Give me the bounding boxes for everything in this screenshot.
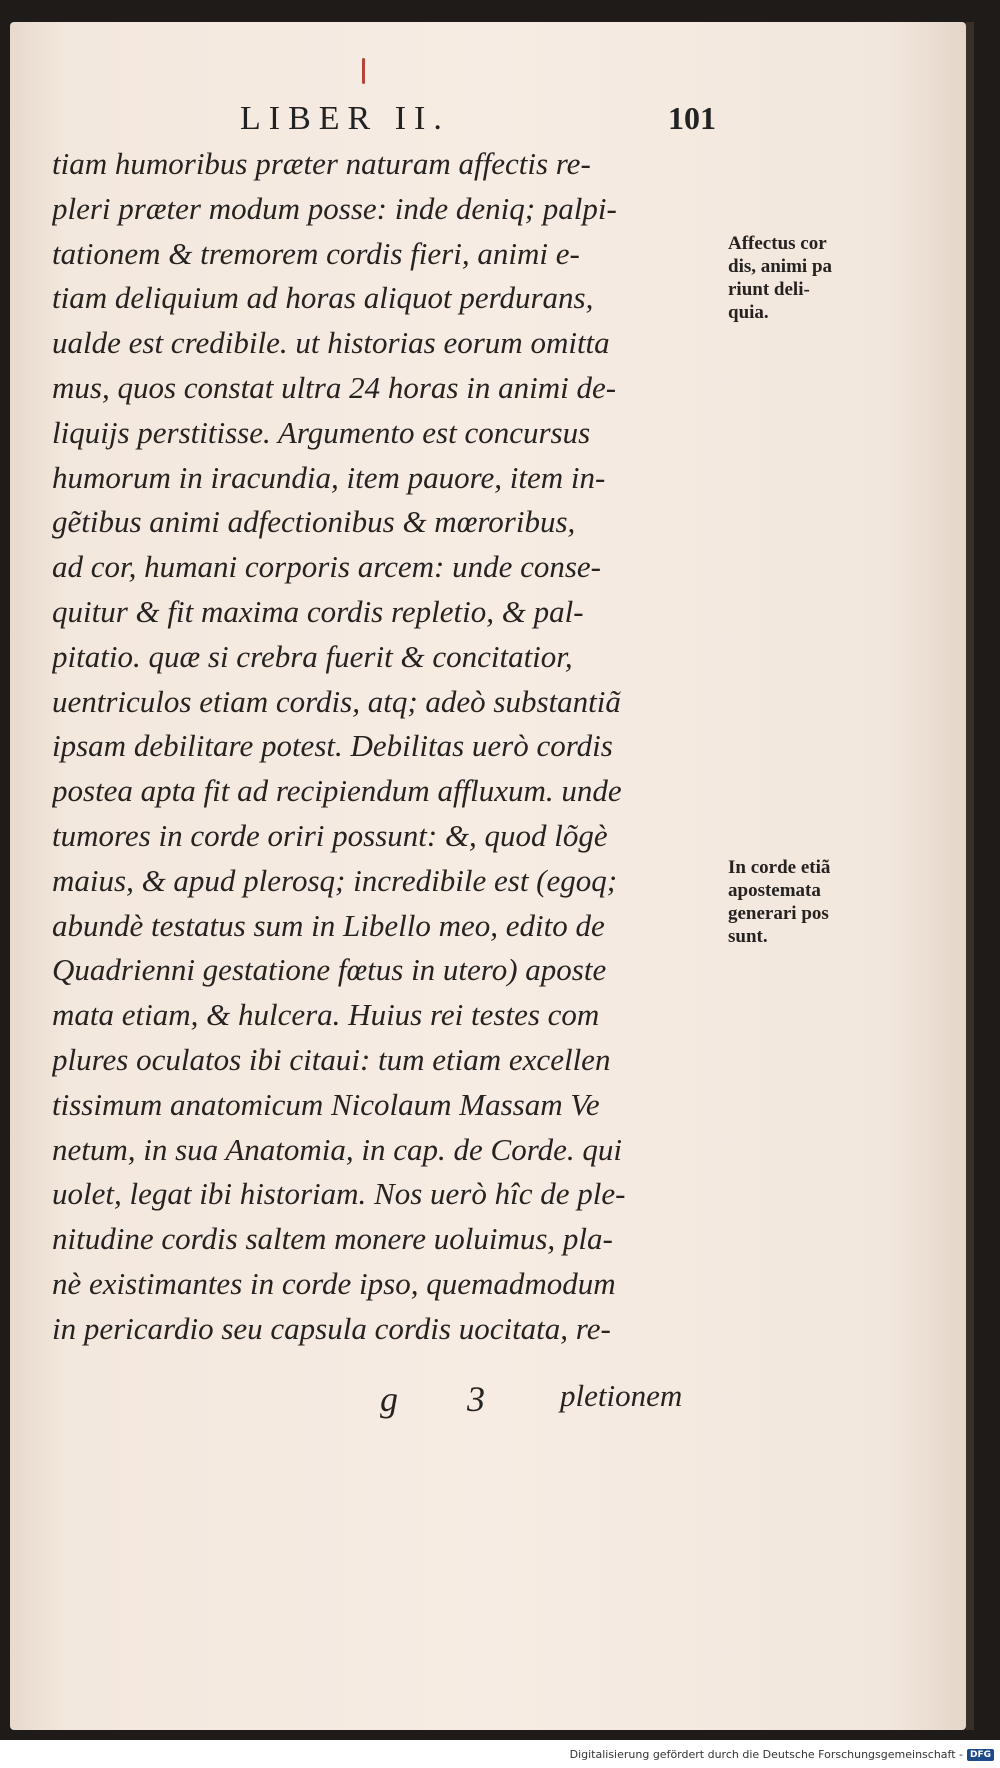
text-line: liquijs perstitisse. Argumento est concursus bbox=[52, 414, 591, 450]
text-line: postea apta fit ad recipiendum affluxum. unde bbox=[52, 773, 622, 809]
text-line: humorum in iracundia, item pauore, item in- bbox=[52, 459, 606, 495]
marginal-note-apostemata bbox=[728, 856, 888, 948]
text-line: pitatio. quæ si crebra fuerit & concitatior, bbox=[52, 638, 573, 674]
text-line: maius, & apud plerosq; incredibile est (egoq; bbox=[52, 862, 618, 898]
text-line: tiam deliquium ad horas aliquot perdurans, bbox=[52, 280, 594, 316]
text-line: nitudine cordis saltem monere uoluimus, pla- bbox=[52, 1221, 613, 1257]
text-line: netum, in sua Anatomia, in cap. de Corde. qui bbox=[52, 1131, 623, 1167]
text-line: mus, quos constat ultra 24 horas in animi de- bbox=[52, 369, 617, 405]
text-line: quitur & fit maxima cordis repletio, & pal- bbox=[52, 593, 584, 629]
text-line: pleri præter modum posse: inde deniq; palpi- bbox=[52, 190, 617, 226]
marginal-note-line: sunt. bbox=[728, 926, 768, 947]
text-line: abundè testatus sum in Libello meo, edito de bbox=[52, 907, 605, 943]
text-line: uentriculos etiam cordis, atq; adeò substantiã bbox=[52, 683, 621, 719]
text-line: ad cor, humani corporis arcem: unde conse- bbox=[52, 549, 602, 585]
main-text-block bbox=[52, 142, 724, 1352]
marginal-note-line: generari pos bbox=[728, 903, 829, 924]
marginal-note-affectus bbox=[728, 232, 888, 324]
text-line: tationem & tremorem cordis fieri, animi e- bbox=[52, 235, 580, 271]
marginal-note-line: quia. bbox=[728, 302, 769, 323]
credit-text: Digitalisierung gefördert durch die Deutsche Forschungsgemeinschaft - bbox=[569, 1748, 963, 1761]
dfg-logo: DFG bbox=[967, 1749, 994, 1761]
text-line: gẽtibus animi adfectionibus & mœroribus, bbox=[52, 504, 576, 540]
text-line: ualde est credibile. ut historias eorum omitta bbox=[52, 325, 610, 361]
running-head: LIBER II. bbox=[240, 100, 450, 137]
text-line: tumores in corde oriri possunt: &, quod lõgè bbox=[52, 817, 608, 853]
marginal-note-line: dis, animi pa bbox=[728, 256, 833, 277]
text-line: tiam humoribus præter naturam affectis re- bbox=[52, 146, 591, 181]
marginal-note-line: Affectus cor bbox=[728, 233, 827, 254]
page-number: 101 bbox=[668, 100, 716, 136]
page-edge-shadow bbox=[966, 22, 974, 1730]
text-line: Quadrienni gestatione fœtus in utero) aposte bbox=[52, 952, 607, 988]
text-line: ipsam debilitare potest. Debilitas uerò cordis bbox=[52, 728, 613, 764]
text-line: in pericardio seu capsula cordis uocitata, re- bbox=[52, 1310, 611, 1346]
signature-mark: g 3 bbox=[380, 1379, 515, 1419]
text-line: mata etiam, & hulcera. Huius rei testes com bbox=[52, 997, 600, 1033]
marginal-note-line: apostemata bbox=[728, 880, 821, 901]
catchword: pletionem bbox=[560, 1378, 683, 1413]
marginal-note-line: riunt deli- bbox=[728, 279, 810, 300]
ink-mark bbox=[362, 58, 365, 84]
marginal-note-line: In corde etiã bbox=[728, 857, 831, 878]
text-line: nè existimantes in corde ipso, quemadmodum bbox=[52, 1265, 616, 1301]
digitization-credit bbox=[570, 1748, 994, 1761]
text-line: plures oculatos ibi citaui: tum etiam excellen bbox=[52, 1041, 611, 1077]
text-line: tissimum anatomicum Nicolaum Massam Ve bbox=[52, 1086, 600, 1122]
text-line: uolet, legat ibi historiam. Nos uerò hîc de ple- bbox=[52, 1176, 626, 1212]
